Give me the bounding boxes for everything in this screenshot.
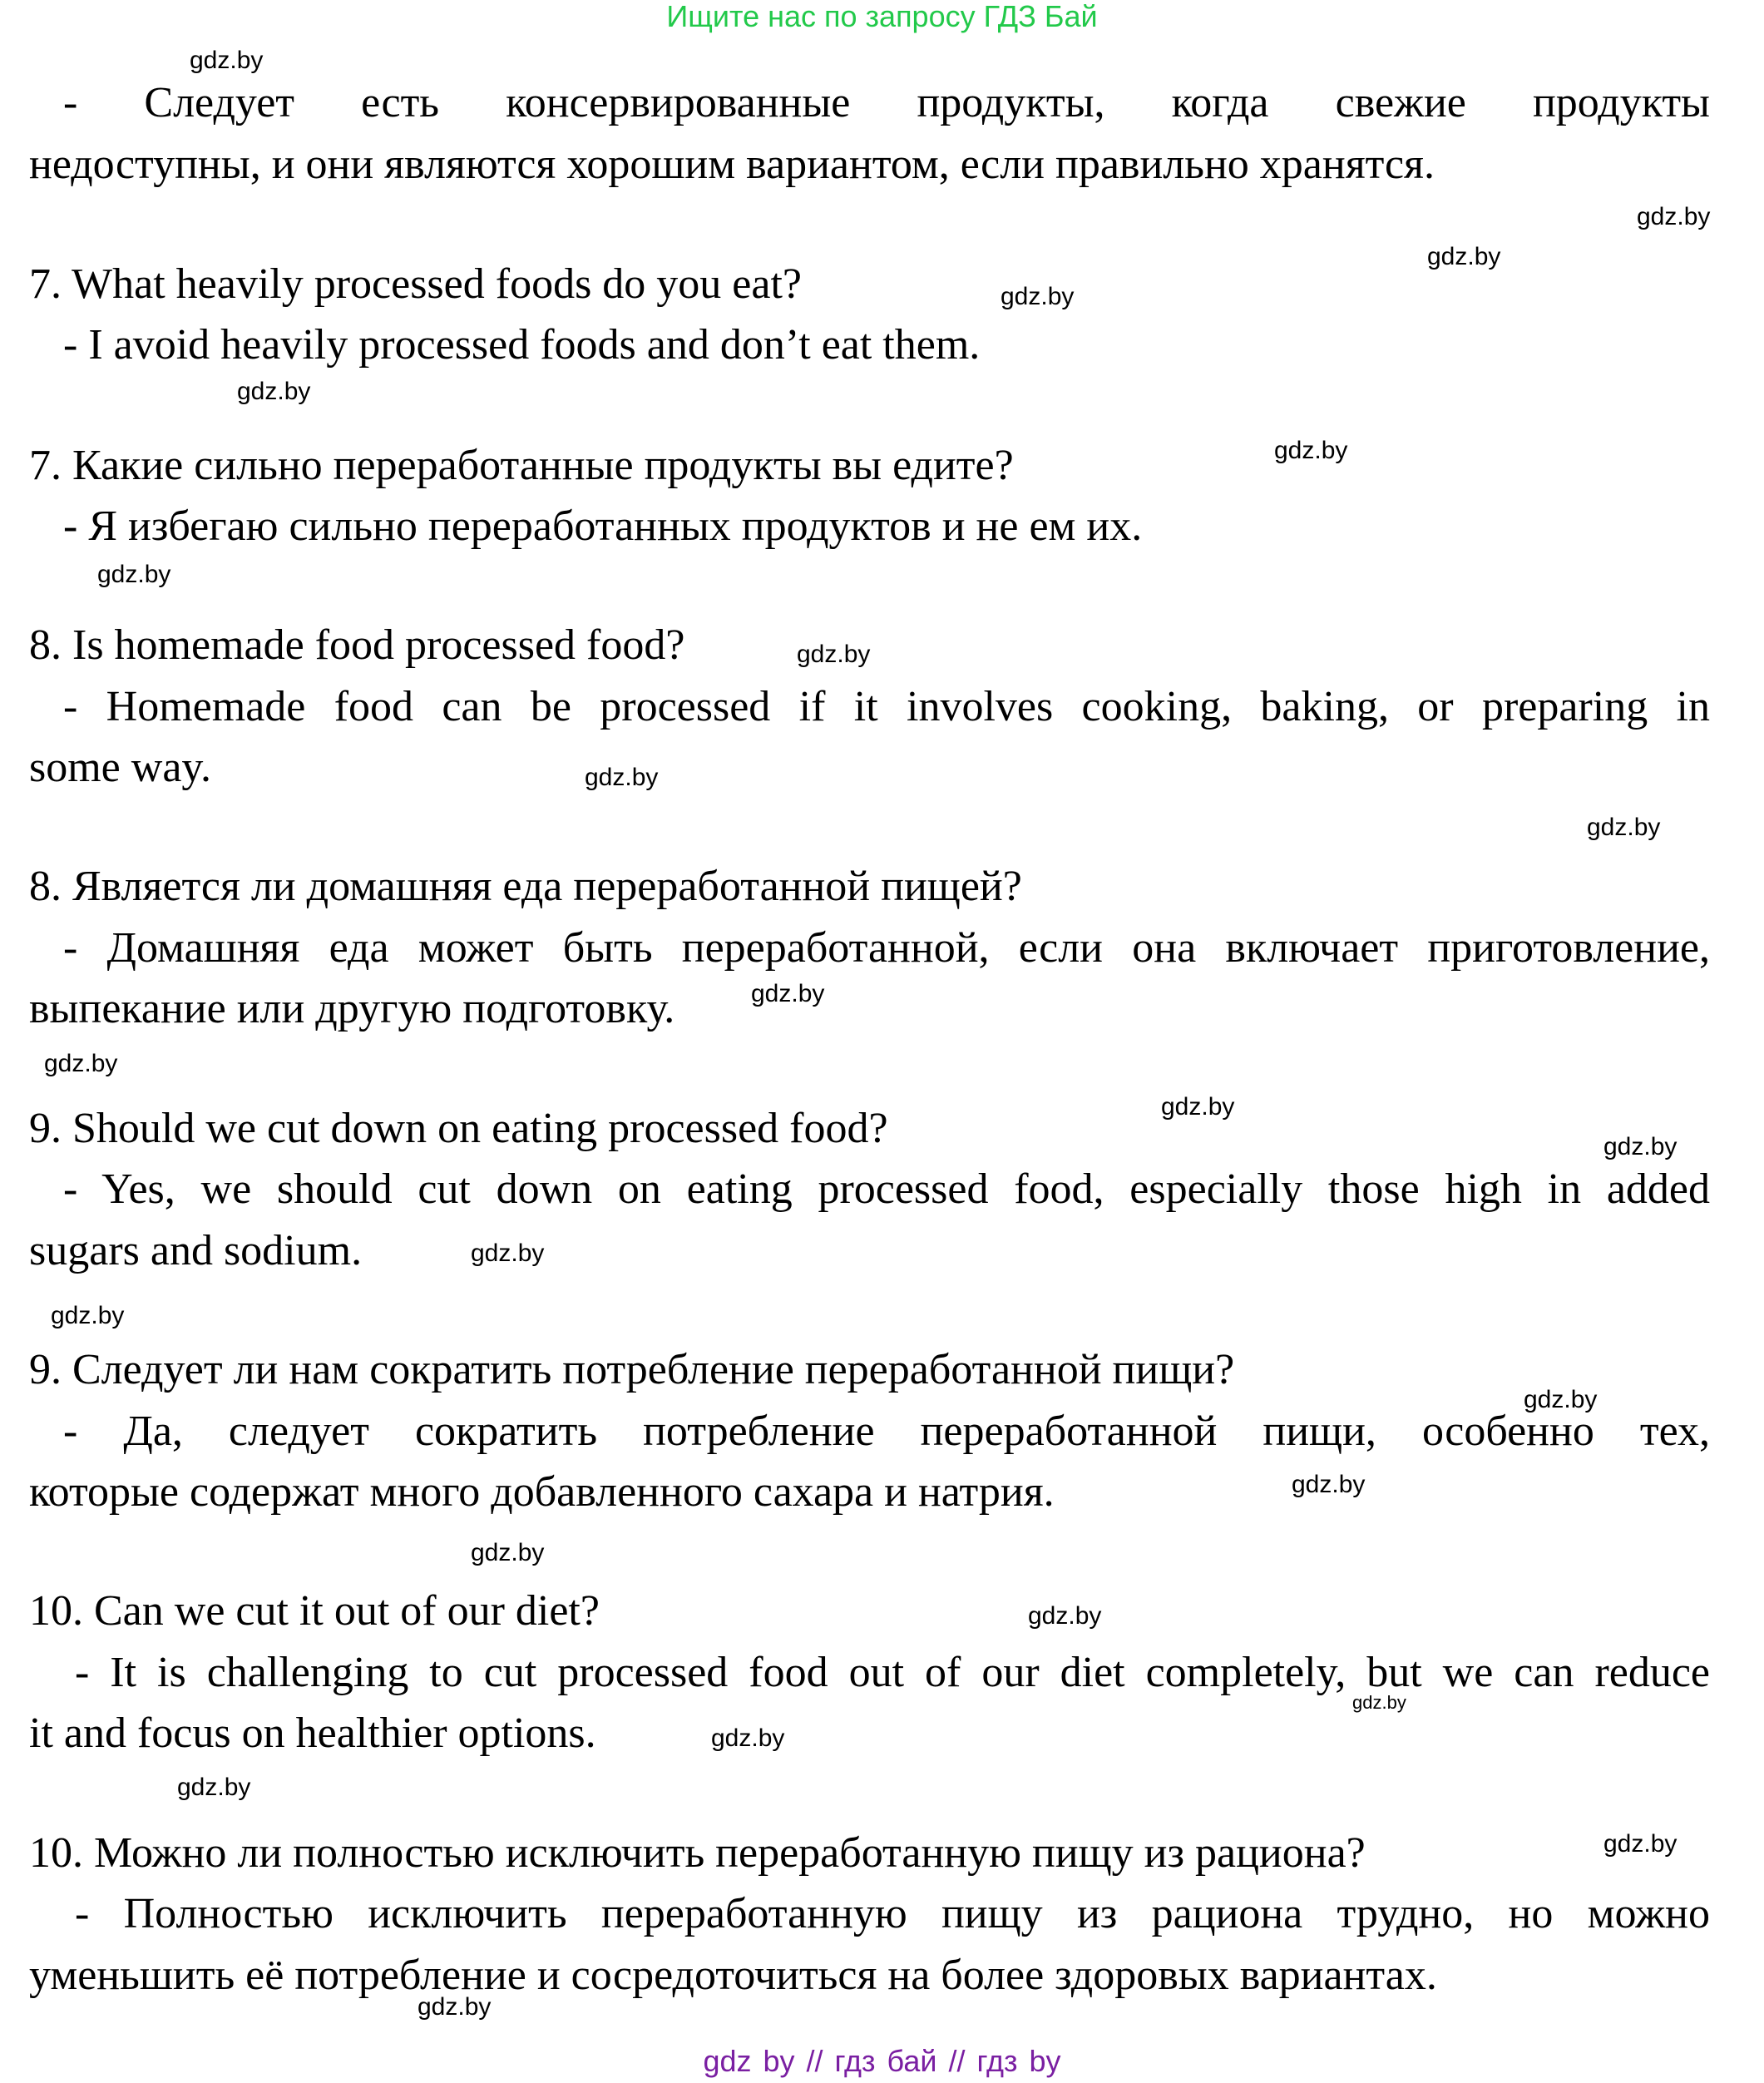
watermark: gdz.by [190,47,264,74]
watermark: gdz.by [711,1724,785,1752]
question-line: 9. Should we cut down on eating processed food? [29,1105,888,1152]
watermark: gdz.by [1524,1386,1598,1413]
question-line: 10. Can we cut it out of our diet? [29,1587,600,1635]
watermark: gdz.by [1028,1602,1102,1630]
watermark: gdz.by [44,1050,118,1077]
answer-line: - Да, следует сократить потребление переработанной пищи, особенно тех, [63,1408,1710,1455]
watermark: gdz.by [1603,1133,1678,1160]
watermark: gdz.by [751,980,825,1007]
watermark: gdz.by [97,561,171,588]
watermark: gdz.by [51,1302,125,1329]
watermark: gdz.by [1274,437,1348,464]
answer-line: some way. [29,744,212,791]
watermark: gdz.by [177,1774,251,1801]
question-line: 8. Является ли домашняя еда переработанной пищей? [29,863,1022,910]
watermark: gdz.by [1292,1471,1366,1498]
answer-line: - Homemade food can be processed if it involves cooking, baking, or preparing in [63,683,1710,730]
watermark: gdz.by [471,1239,545,1267]
watermark: gdz.by [1352,1692,1406,1713]
question-line: 7. Какие сильно переработанные продукты вы едите? [29,442,1014,489]
answer-line: которые содержат много добавленного сахара и натрия. [29,1468,1055,1516]
answer-line: - Я избегаю сильно переработанных продуктов и не ем их. [63,502,1143,550]
watermark: gdz.by [1161,1093,1235,1121]
watermark: gdz.by [1001,283,1075,310]
site-footer: gdz by // гдз бай // гдз by [703,2044,1061,2078]
text-line: недоступны, и они являются хорошим вариантом, если правильно хранятся. [29,141,1435,188]
answer-line: - It is challenging to cut processed food out of our diet completely, but we can reduce [75,1649,1710,1696]
answer-line: выпекание или другую подготовку. [29,985,675,1032]
question-line: 10. Можно ли полностью исключить переработанную пищу из рациона? [29,1829,1366,1877]
answer-line: - I avoid heavily processed foods and don’t eat them. [63,321,981,369]
question-line: 7. What heavily processed foods do you eat? [29,260,802,308]
watermark: gdz.by [471,1539,545,1566]
watermark: gdz.by [797,641,871,668]
answer-line: - Полностью исключить переработанную пищу из рациона трудно, но можно [75,1890,1710,1937]
question-line: 9. Следует ли нам сократить потребление переработанной пищи? [29,1346,1235,1393]
watermark: gdz.by [585,764,659,791]
text-line: - Следует есть консервированные продукты, когда свежие продукты [63,79,1710,126]
watermark: gdz.by [237,378,311,405]
answer-line: уменьшить её потребление и сосредоточиться на более здоровых вариантах. [29,1952,1437,1999]
answer-line: - Домашняя еда может быть переработанной, если она включает приготовление, [63,924,1710,972]
answer-line: it and focus on healthier options. [29,1709,596,1757]
search-hint-header: Ищите нас по запросу ГДЗ Бай [666,0,1098,33]
answer-line: sugars and sodium. [29,1227,363,1274]
watermark: gdz.by [1603,1830,1678,1858]
question-line: 8. Is homemade food processed food? [29,621,685,669]
watermark: gdz.by [1637,203,1711,230]
watermark: gdz.by [418,1993,492,2021]
watermark: gdz.by [1427,243,1501,270]
answer-line: - Yes, we should cut down on eating processed food, especially those high in added [63,1165,1710,1213]
watermark: gdz.by [1587,814,1661,841]
